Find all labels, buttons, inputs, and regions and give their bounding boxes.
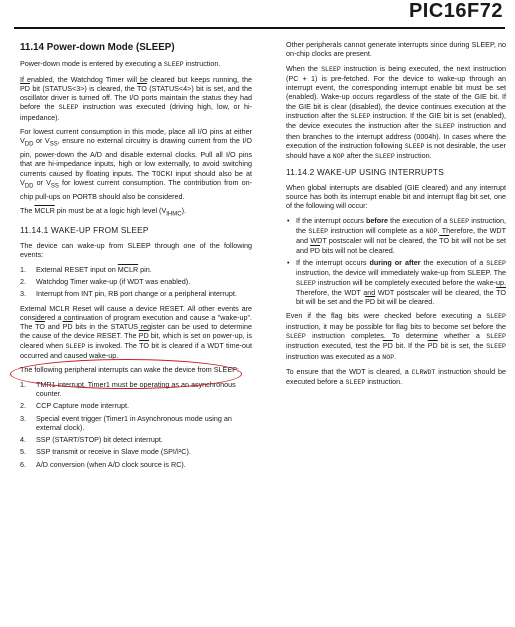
- wdt-paragraph: If enabled, the Watchdog Timer will be cleared but keeps running, the $\overline{PD}$ bit (STATUS<3>) is cleared, the $\overline{TO}$ (STATUS<4>) bit is set, and the oscillator driver is turned off. The I/O ports maintain the status they had before the SLEEP instruction was executed (driving high, low, or hi-impedance).: [20, 74, 252, 122]
- wdt-clear-paragraph: To ensure that the WDT is cleared, a CLRWDT instruction should be executed before a SLEEP instruction.: [286, 366, 506, 387]
- other-peripherals-paragraph: Other peripherals cannot generate interrupts since during SLEEP, no on-chip clocks are present.: [286, 40, 506, 59]
- subsection-title-interrupts: 11.14.2 WAKE-UP USING INTERRUPTS: [286, 166, 444, 177]
- peripheral-intro: The following peripheral interrupts can wake the device from SLEEP:: [20, 365, 239, 375]
- list-item: 2. CCP Capture mode interrupt.: [20, 401, 129, 411]
- list-item: 5. SSP transmit or receive in Slave mode (SPI/I²C).: [20, 447, 191, 457]
- list-item: 2. Watchdog Timer wake-up (if WDT was enabled).: [20, 276, 191, 286]
- intro-paragraph: Power-down mode is entered by executing a SLEEP instruction.: [20, 59, 221, 69]
- wake-events-list: [20, 265, 252, 299]
- page-header: [0, 0, 515, 30]
- list-item: 6. A/D conversion (when A/D clock source is RC).: [20, 459, 186, 469]
- list-item: • If the interrupt occurs before the execution of a SLEEP instruction, the SLEEP instruction will complete as a NOP. Therefore, the WDT and WDT postscaler will not be cleared, the $\overline{TO}$ bit will not be set and $\overline{PD}$ bits will not be cleared.: [286, 216, 506, 255]
- peripheral-list: [20, 380, 252, 469]
- list-item-highlighted: 3. Interrupt from INT pin, RB port change or a peripheral interrupt.: [20, 289, 237, 299]
- list-item: 1. TMR1 interrupt. Timer1 must be operating as an asynchronous counter.: [20, 379, 236, 398]
- header-rule: [14, 27, 505, 29]
- sleep-execution-paragraph: When the SLEEP instruction is being executed, the next instruction (PC + 1) is pre-fetched. For the device to wake-up through an interrupt event, the corresponding interrupt enable bit must be set (enabled). Wake-up occurs regardless of the state of the GIE bit. If the GIE bit is clear (disabled), the device continues execution at the instruction after the SLEEP instruction. If the GIE bit is set (enabled), the device executes the instruction after the SLEEP instruction and then branches to the interrupt address (0004h). In cases where the execution of the instruction following SLEEP is not desirable, the user should have a NOP after the SLEEP instruction.: [286, 63, 507, 161]
- subsection-title-wakeup: 11.14.1 WAKE-UP FROM SLEEP: [20, 224, 149, 235]
- wake-events-intro: The device can wake-up from SLEEP through one of the following events:: [20, 241, 252, 260]
- list-item: 4. SSP (START/STOP) bit detect interrupt.: [20, 435, 163, 445]
- list-item: • If the interrupt occurs during or after the execution of a SLEEP instruction, the device will immediately wake-up from SLEEP. The SLEEP instruction will be completely executed before the wake-up. Therefore, the WDT and WDT postscaler will be cleared, the $\overline{TO}$ bit will be set and the $\overline{PD}$ bit will be cleared.: [286, 258, 506, 306]
- gie-paragraph: When global interrupts are disabled (GIE cleared) and any interrupt source has both its interrupt enable bit and interrupt flag bit set, one of the following will occur:: [286, 182, 506, 211]
- section-title: 11.14 Power-down Mode (SLEEP): [20, 42, 175, 53]
- interrupt-timing-list: [286, 216, 506, 307]
- mclr-paragraph: The MCLR pin must be at a logic high level $(V_{IHMC})$.: [20, 206, 186, 218]
- right-column: [286, 40, 506, 393]
- flag-check-paragraph: Even if the flag bits were checked before executing a SLEEP instruction, it may be possible for flag bits to become set before the SLEEP instruction completes. To determine whether a SLEEP instruction executed, test the $\overline{PD}$ bit. If the $\overline{PD}$ bit is set, the SLEEP instruction was executed as a NOP.: [286, 311, 506, 361]
- reset-paragraph: External MCLR Reset will cause a device RESET. All other events are considered a continuation of program execution and cause a "wake-up". The $\overline{TO}$ and $\overline{PD}$ bits in the STATUS register can be used to determine the cause of the device RESET. The $\overline{PD}$ bit, which is set on power-up, is cleared when SLEEP is invoked. The $\overline{TO}$ bit is cleared if a WDT time-out occurred and caused wake-up.: [20, 303, 253, 361]
- left-column: [20, 40, 252, 474]
- list-item: 1. External RESET input on MCLR pin.: [20, 264, 152, 274]
- list-item: 3. Special event trigger (Timer1 in Asynchronous mode using an external clock).: [20, 413, 232, 432]
- part-number: PIC16F72: [408, 0, 503, 22]
- lowest-current-paragraph: For lowest current consumption in this mode, place all I/O pins at either $V_{DD}$ or $V_{SS}$, ensure no external circuitry is drawing current from the I/O pin, power-down the A/D and disable external clocks. Pull all I/O pins that are hi-impedance inputs, high or low externally, to avoid switching currents caused by floating inputs. The T0CKI input should also be at $V_{DD}$ or $V_{SS}$ for lowest current consumption. The contribution from on-chip pull-ups on PORTB should also be considered.: [20, 127, 252, 201]
